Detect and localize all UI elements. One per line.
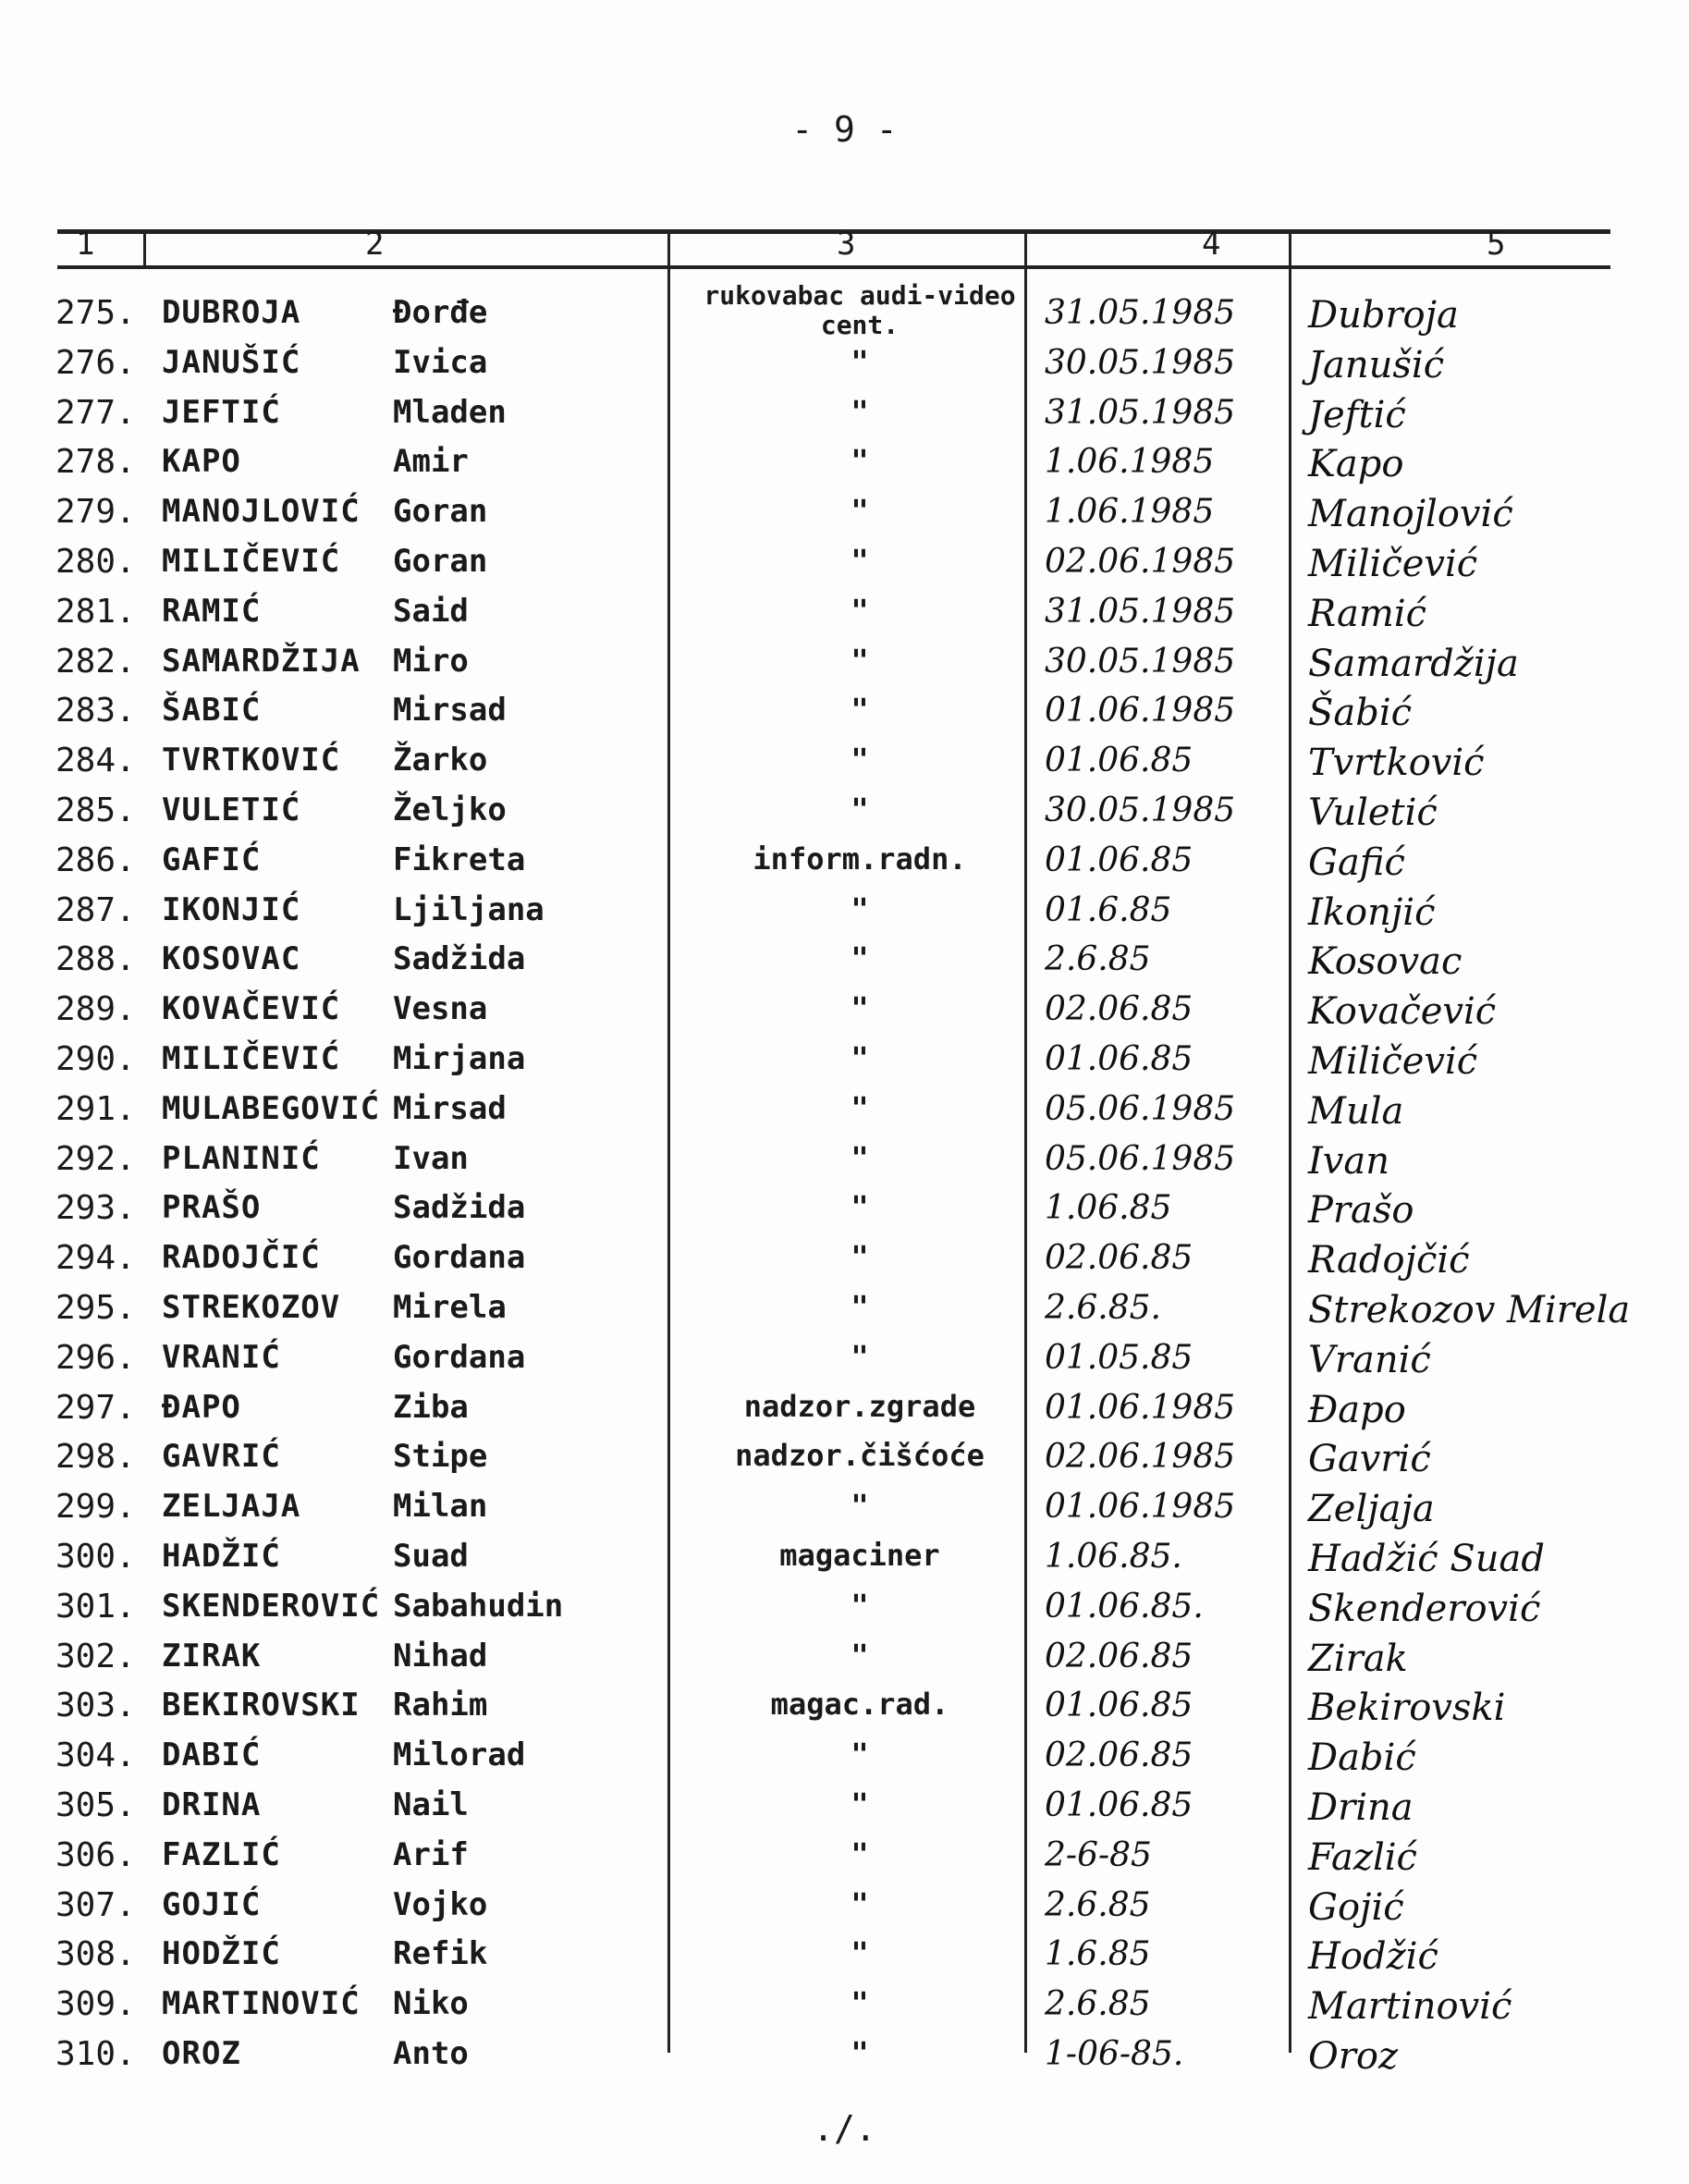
given-name: Said: [393, 592, 469, 630]
table-row: [0, 1638, 1689, 1687]
table-row: [0, 841, 1689, 891]
row-number: 288.: [55, 940, 136, 979]
date: 02.06.85: [1045, 990, 1193, 1029]
signature: Gavrić: [1308, 1438, 1431, 1481]
given-name: Ivan: [393, 1139, 469, 1177]
position: rukovabac audi-video cent.: [704, 280, 1016, 340]
row-number: 305.: [55, 1786, 136, 1824]
date: 05.06.1985: [1045, 1139, 1236, 1178]
row-number: 284.: [55, 742, 136, 780]
given-name: Goran: [393, 543, 488, 580]
date: 2-6-85: [1045, 1835, 1152, 1874]
date: 1.06.1985: [1045, 443, 1215, 482]
surname: TVRTKOVIĆ: [162, 742, 341, 779]
row-number: 309.: [55, 1985, 136, 2024]
date: 02.06.1985: [1045, 543, 1236, 581]
position: ": [851, 1488, 869, 1524]
given-name: Mirsad: [393, 692, 507, 730]
table-row: [0, 1040, 1689, 1090]
surname: SKENDEROVIĆ: [162, 1587, 381, 1625]
position: ": [851, 1040, 869, 1075]
surname: JEFTIĆ: [162, 393, 281, 431]
given-name: Ziba: [393, 1388, 469, 1426]
row-number: 306.: [55, 1835, 136, 1874]
signature: Tvrtković: [1308, 742, 1485, 785]
given-name: Arif: [393, 1835, 469, 1873]
given-name: Miro: [393, 642, 469, 680]
position: ": [851, 1289, 869, 1324]
row-number: 279.: [55, 493, 136, 532]
surname: PRAŠO: [162, 1189, 262, 1227]
surname: GAFIĆ: [162, 840, 262, 878]
given-name: Stipe: [393, 1438, 488, 1476]
row-number: 295.: [55, 1289, 136, 1327]
given-name: Suad: [393, 1538, 469, 1575]
given-name: Milan: [393, 1488, 488, 1526]
surname: DUBROJA: [162, 294, 301, 331]
surname: ZELJAJA: [162, 1488, 301, 1526]
row-number: 291.: [55, 1089, 136, 1128]
signature: Vranić: [1308, 1338, 1431, 1381]
signature: Prašo: [1308, 1189, 1414, 1233]
table-row: [0, 1389, 1689, 1439]
given-name: Amir: [393, 443, 469, 481]
col-header-2: 2: [365, 226, 385, 263]
row-number: 277.: [55, 393, 136, 432]
col-header-3: 3: [837, 226, 856, 263]
position: ": [851, 1089, 869, 1125]
row-number: 285.: [55, 791, 136, 829]
position: ": [851, 393, 869, 429]
table-row: [0, 1687, 1689, 1736]
surname: OROZ: [162, 2035, 241, 2072]
position: ": [851, 890, 869, 926]
given-name: Refik: [393, 1935, 488, 1973]
given-name: Sadžida: [393, 940, 526, 978]
column-divider: [143, 231, 146, 268]
position: nadzor.čišćoće: [735, 1438, 985, 1474]
position: nadzor.zgrade: [743, 1388, 976, 1424]
table-row: [0, 1140, 1689, 1190]
signature: Fazlić: [1308, 1835, 1417, 1879]
row-number: 282.: [55, 642, 136, 681]
table-row: [0, 1588, 1689, 1638]
table-row: [0, 1438, 1689, 1488]
date: 30.05.1985: [1045, 642, 1236, 681]
position: ": [851, 543, 869, 578]
date: 05.06.1985: [1045, 1089, 1236, 1128]
surname: DABIĆ: [162, 1736, 262, 1774]
given-name: Mladen: [393, 393, 507, 431]
col-header-5: 5: [1487, 226, 1506, 263]
given-name: Rahim: [393, 1687, 488, 1724]
date: 02.06.85: [1045, 1736, 1193, 1775]
date: 2.6.85: [1045, 1985, 1151, 2024]
surname: ŠABIĆ: [162, 692, 262, 730]
row-number: 275.: [55, 294, 136, 332]
position: ": [851, 1985, 869, 2021]
table-row: [0, 1935, 1689, 1985]
surname: KOVAČEVIĆ: [162, 990, 341, 1028]
table-row: [0, 2035, 1689, 2085]
position: ": [851, 990, 869, 1026]
surname: GAVRIĆ: [162, 1438, 281, 1476]
table-row: [0, 1239, 1689, 1289]
signature: Hadžić Suad: [1308, 1538, 1545, 1580]
surname: MANOJLOVIĆ: [162, 493, 361, 531]
given-name: Žarko: [393, 742, 488, 779]
surname: SAMARDŽIJA: [162, 642, 361, 680]
table-row: [0, 1886, 1689, 1936]
given-name: Niko: [393, 1985, 469, 2023]
given-name: Mirsad: [393, 1089, 507, 1127]
date: 31.05.1985: [1045, 393, 1236, 432]
position: magaciner: [779, 1538, 940, 1573]
signature: Drina: [1308, 1786, 1414, 1829]
position: ": [851, 1239, 869, 1275]
row-number: 310.: [55, 2035, 136, 2073]
date: 01.06.85: [1045, 742, 1193, 780]
row-number: 297.: [55, 1388, 136, 1427]
position: ": [851, 1139, 869, 1175]
signature: Ramić: [1308, 592, 1427, 635]
date: 1.06.85.: [1045, 1538, 1182, 1576]
date: 1.06.1985: [1045, 493, 1215, 532]
signature: Zeljaja: [1308, 1488, 1435, 1531]
surname: FAZLIĆ: [162, 1835, 281, 1873]
page-number: - 9 -: [791, 109, 898, 150]
given-name: Nail: [393, 1786, 469, 1823]
signature: Dabić: [1308, 1736, 1416, 1780]
row-number: 276.: [55, 343, 136, 382]
given-name: Vojko: [393, 1885, 488, 1923]
row-number: 289.: [55, 990, 136, 1029]
date: 30.05.1985: [1045, 791, 1236, 829]
position: ": [851, 1736, 869, 1773]
position: ": [851, 642, 869, 678]
given-name: Mirela: [393, 1289, 507, 1326]
row-number: 304.: [55, 1736, 136, 1775]
surname: ZIRAK: [162, 1637, 262, 1675]
signature: Radojčić: [1308, 1239, 1470, 1282]
position: ": [851, 940, 869, 976]
date: 02.06.85: [1045, 1239, 1193, 1278]
position: ": [851, 1637, 869, 1673]
signature: Miličević: [1308, 543, 1478, 585]
position: ": [851, 1189, 869, 1225]
row-number: 283.: [55, 692, 136, 730]
given-name: Gordana: [393, 1239, 526, 1277]
given-name: Ljiljana: [393, 890, 545, 928]
position: ": [851, 1935, 869, 1971]
date: 01.06.85: [1045, 1040, 1193, 1078]
row-number: 299.: [55, 1488, 136, 1527]
signature: Gojić: [1308, 1885, 1404, 1929]
signature: Strekozov Mirela: [1308, 1289, 1631, 1331]
position: ": [851, 1587, 869, 1623]
header-bottom-rule: [57, 265, 1610, 269]
row-number: 303.: [55, 1687, 136, 1725]
surname: RAMIĆ: [162, 592, 262, 630]
date: 30.05.1985: [1045, 343, 1236, 382]
row-number: 302.: [55, 1637, 136, 1675]
given-name: Nihad: [393, 1637, 488, 1675]
table-row: [0, 394, 1689, 444]
signature: Gafić: [1308, 840, 1405, 884]
date: 01.06.85.: [1045, 1587, 1204, 1626]
row-number: 293.: [55, 1189, 136, 1228]
date: 01.06.1985: [1045, 1488, 1236, 1527]
signature: Zirak: [1308, 1637, 1408, 1680]
signature: Jeftić: [1308, 393, 1406, 436]
position: ": [851, 443, 869, 479]
surname: HODŽIĆ: [162, 1935, 281, 1973]
table-row: [0, 1090, 1689, 1140]
table-row: [0, 1538, 1689, 1588]
table-row: [0, 493, 1689, 543]
surname: STREKOZOV: [162, 1289, 341, 1326]
signature: Kovačević: [1308, 990, 1497, 1034]
header-top-rule: [57, 229, 1610, 234]
given-name: Vesna: [393, 990, 488, 1028]
given-name: Đorđe: [393, 294, 488, 331]
surname: GOJIĆ: [162, 1885, 262, 1923]
date: 01.05.85: [1045, 1338, 1193, 1377]
signature: Miličević: [1308, 1040, 1478, 1083]
table-row: [0, 593, 1689, 643]
signature: Martinović: [1308, 1985, 1512, 2029]
table-row: [0, 891, 1689, 941]
position: inform.radn.: [753, 840, 967, 877]
row-number: 292.: [55, 1139, 136, 1178]
given-name: Sabahudin: [393, 1587, 564, 1625]
table-row: [0, 791, 1689, 841]
position: ": [851, 343, 869, 379]
row-number: 307.: [55, 1885, 136, 1924]
col-header-4: 4: [1202, 226, 1221, 263]
table-row: [0, 1736, 1689, 1786]
date: 2.6.85: [1045, 940, 1151, 979]
given-name: Gordana: [393, 1338, 526, 1376]
table-row: [0, 1289, 1689, 1339]
given-name: Fikreta: [393, 840, 526, 878]
signature: Kosovac: [1308, 940, 1463, 984]
position: ": [851, 791, 869, 827]
position: ": [851, 2035, 869, 2070]
date: 01.06.85: [1045, 1687, 1193, 1725]
signature: Janušić: [1308, 343, 1445, 386]
position: ": [851, 742, 869, 778]
date: 31.05.1985: [1045, 294, 1236, 332]
table-row: [0, 990, 1689, 1040]
table-row: [0, 692, 1689, 742]
table-row: [0, 940, 1689, 990]
row-number: 308.: [55, 1935, 136, 1974]
surname: RADOJČIĆ: [162, 1239, 321, 1277]
signature: Ivan: [1308, 1139, 1390, 1183]
surname: PLANINIĆ: [162, 1139, 321, 1177]
table-row: [0, 1786, 1689, 1836]
signature: Kapo: [1308, 443, 1404, 486]
row-number: 298.: [55, 1438, 136, 1477]
row-number: 290.: [55, 1040, 136, 1078]
surname: DRINA: [162, 1786, 262, 1823]
date: 1-06-85.: [1045, 2035, 1184, 2073]
surname: KAPO: [162, 443, 241, 481]
position: ": [851, 592, 869, 628]
row-number: 300.: [55, 1538, 136, 1576]
signature: Ikonjić: [1308, 890, 1436, 934]
surname: IKONJIĆ: [162, 890, 301, 928]
row-number: 280.: [55, 543, 136, 581]
signature: Šabić: [1308, 692, 1413, 735]
surname: KOSOVAC: [162, 940, 301, 978]
signature: Vuletić: [1308, 791, 1438, 834]
date: 2.6.85.: [1045, 1289, 1161, 1327]
position: ": [851, 1786, 869, 1822]
signature: Đapo: [1308, 1388, 1406, 1431]
table-row: [0, 280, 1689, 344]
position: ": [851, 493, 869, 529]
surname: MILIČEVIĆ: [162, 543, 341, 580]
col-header-1: 1: [76, 226, 95, 263]
date: 01.06.85: [1045, 1786, 1193, 1824]
signature: Bekirovski: [1308, 1687, 1506, 1730]
row-number: 296.: [55, 1338, 136, 1377]
signature: Mula: [1308, 1089, 1404, 1133]
given-name: Anto: [393, 2035, 469, 2072]
given-name: Ivica: [393, 343, 488, 381]
date: 02.06.1985: [1045, 1438, 1236, 1477]
date: 2.6.85: [1045, 1885, 1151, 1924]
position: ": [851, 1885, 869, 1921]
signature: Manojlović: [1308, 493, 1513, 536]
surname: ĐAPO: [162, 1388, 241, 1426]
signature: Hodžić: [1308, 1935, 1438, 1979]
position: ": [851, 692, 869, 728]
table-row: [0, 1488, 1689, 1538]
signature: Oroz: [1308, 2035, 1399, 2078]
surname: VULETIĆ: [162, 791, 301, 828]
table-row: [0, 1836, 1689, 1886]
row-number: 294.: [55, 1239, 136, 1278]
surname: MULABEGOVIĆ: [162, 1089, 381, 1127]
table-row: [0, 742, 1689, 791]
table-row: [0, 1339, 1689, 1389]
table-row: [0, 1189, 1689, 1239]
surname: BEKIROVSKI: [162, 1687, 361, 1724]
given-name: Mirjana: [393, 1040, 526, 1077]
row-number: 278.: [55, 443, 136, 482]
signature: Samardžija: [1308, 642, 1519, 685]
position: ": [851, 1338, 869, 1374]
date: 01.6.85: [1045, 890, 1172, 929]
date: 01.06.85: [1045, 840, 1193, 879]
row-number: 281.: [55, 592, 136, 631]
date: 02.06.85: [1045, 1637, 1193, 1675]
table-row: [0, 643, 1689, 693]
date: 01.06.1985: [1045, 1388, 1236, 1427]
date: 1.6.85: [1045, 1935, 1151, 1974]
date: 1.06.85: [1045, 1189, 1172, 1228]
surname: MARTINOVIĆ: [162, 1985, 361, 2023]
row-number: 301.: [55, 1587, 136, 1626]
position: ": [851, 1835, 869, 1871]
given-name: Sadžida: [393, 1189, 526, 1227]
continuation-mark: ./.: [813, 2108, 876, 2149]
table-row: [0, 1985, 1689, 2035]
surname: HADŽIĆ: [162, 1538, 281, 1575]
row-number: 286.: [55, 840, 136, 879]
row-number: 287.: [55, 890, 136, 929]
position: magac.rad.: [770, 1687, 949, 1723]
given-name: Milorad: [393, 1736, 526, 1774]
given-name: Goran: [393, 493, 488, 531]
signature: Skenderović: [1308, 1587, 1541, 1630]
table-row: [0, 543, 1689, 593]
date: 01.06.1985: [1045, 692, 1236, 730]
date: 31.05.1985: [1045, 592, 1236, 631]
surname: MILIČEVIĆ: [162, 1040, 341, 1077]
given-name: Željko: [393, 791, 507, 828]
table-row: [0, 443, 1689, 493]
table-row: [0, 344, 1689, 394]
surname: JANUŠIĆ: [162, 343, 301, 381]
surname: VRANIĆ: [162, 1338, 281, 1376]
signature: Dubroja: [1308, 294, 1459, 337]
